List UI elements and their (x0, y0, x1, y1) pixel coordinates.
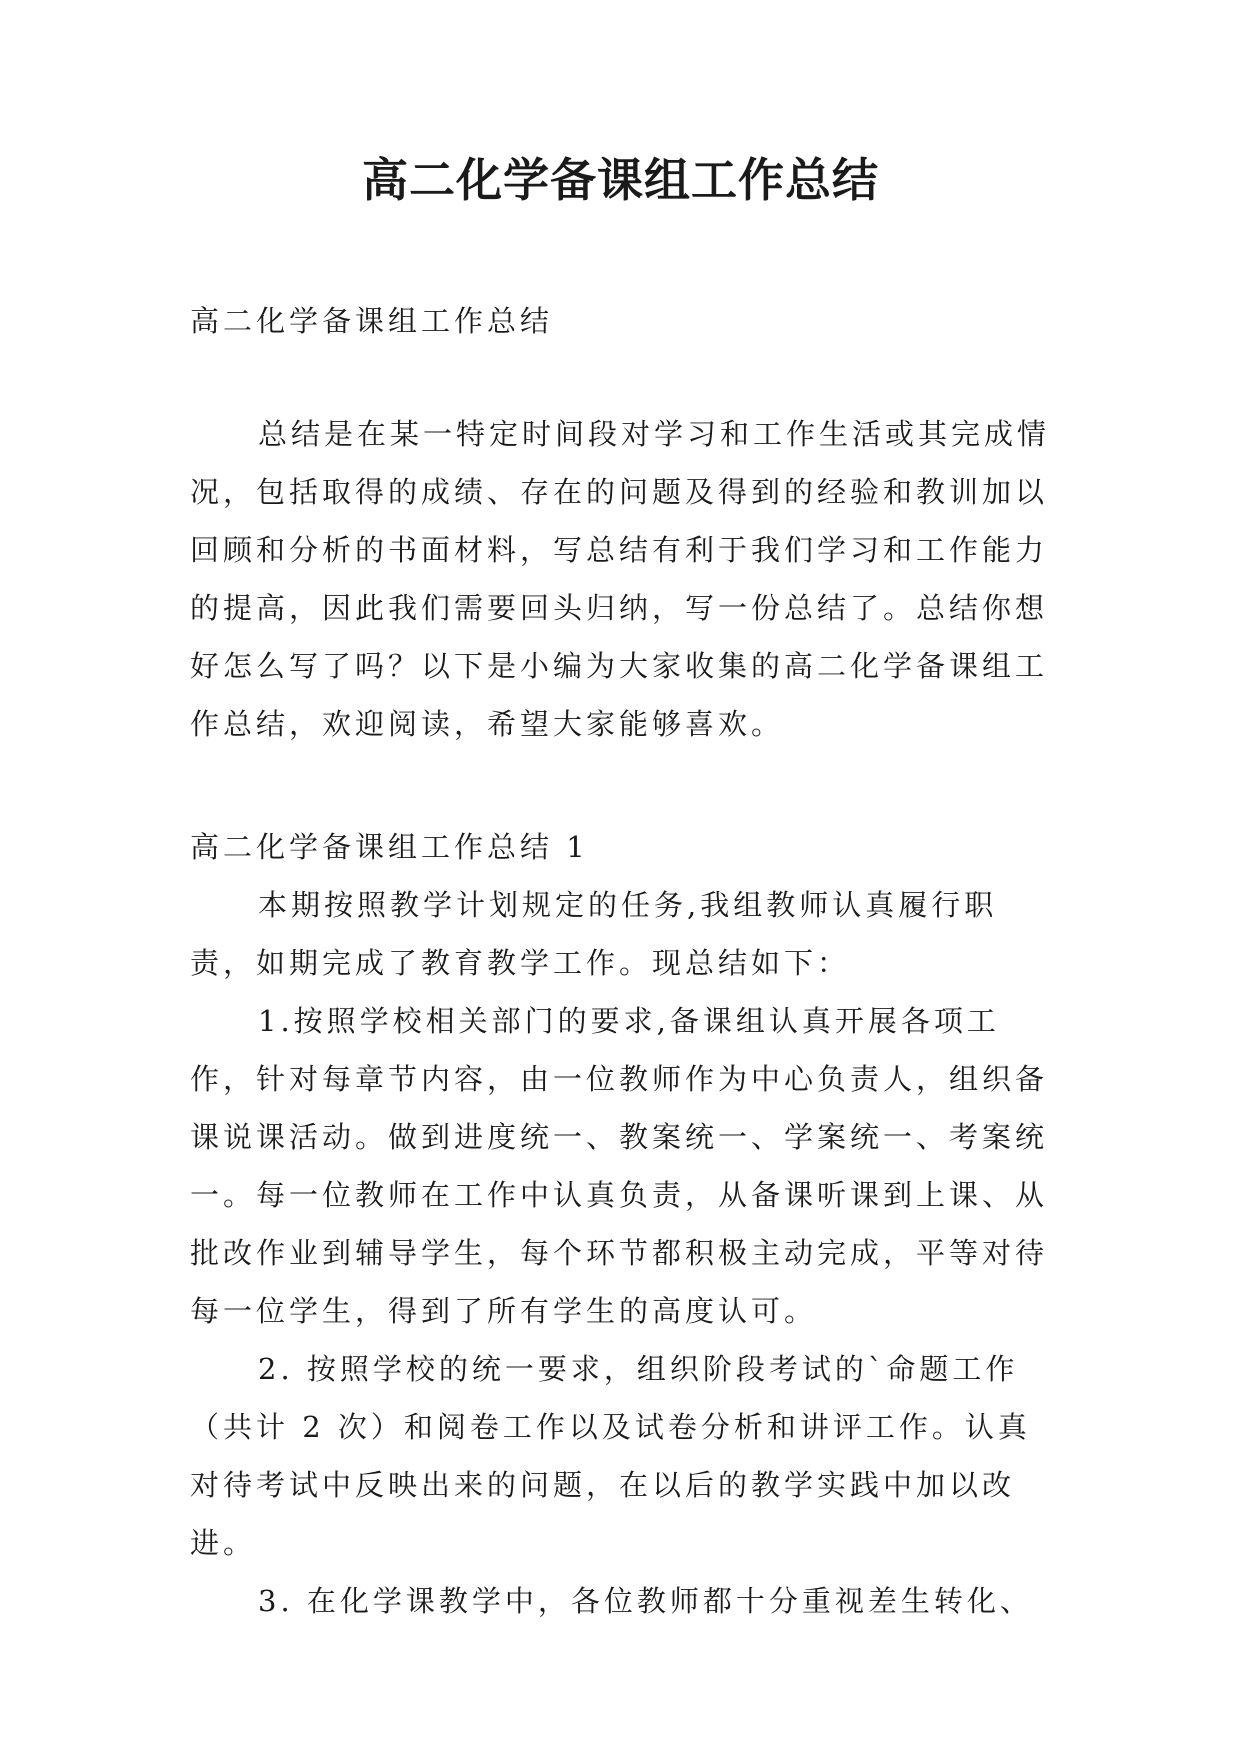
section-body (190, 876, 1050, 1630)
intro-paragraph: 总结是在某一特定时间段对学习和工作生活或其完成情况，包括取得的成绩、存在的问题及得到的经验和教训加以回顾和分析的书面材料，写总结有利于我们学习和工作能力的提高，因此我们需要回头归纳，写一份总结了。总结你想好怎么写了吗？以下是小编为大家收集的高二化学备课组工作总结，欢迎阅读，希望大家能够喜欢。 (190, 417, 1051, 741)
document-subtitle: 高二化学备课组工作总结 (190, 304, 554, 338)
section-paragraph: 1.按照学校相关部门的要求,备课组认真开展各项工作，针对每章节内容，由一位教师作为中心负责人，组织备课说课活动。做到进度统一、教案统一、学案统一、考案统一。每一位教师在工作中认真负责，从备课听课到上课、从批改作业到辅导学生，每个环节都积极主动完成，平等对待每一位学生，得到了所有学生的高度认可。 (190, 1004, 1049, 1328)
section-paragraph: 2. 按照学校的统一要求，组织阶段考试的`命题工作（共计 2 次）和阅卷工作以及试卷分析和讲评工作。认真对待考试中反映出来的问题，在以后的教学实践中加以改进。 (190, 1352, 1031, 1560)
section-paragraph: 本期按照教学计划规定的任务,我组教师认真履行职责，如期完成了教育教学工作。现总结如下： (190, 888, 998, 980)
section-heading: 高二化学备课组工作总结 1 (190, 830, 589, 864)
section-paragraph: 3. 在化学课教学中，各位教师都十分重视差生转化、 (258, 1584, 1033, 1618)
document-title: 高二化学备课组工作总结 (362, 153, 879, 207)
